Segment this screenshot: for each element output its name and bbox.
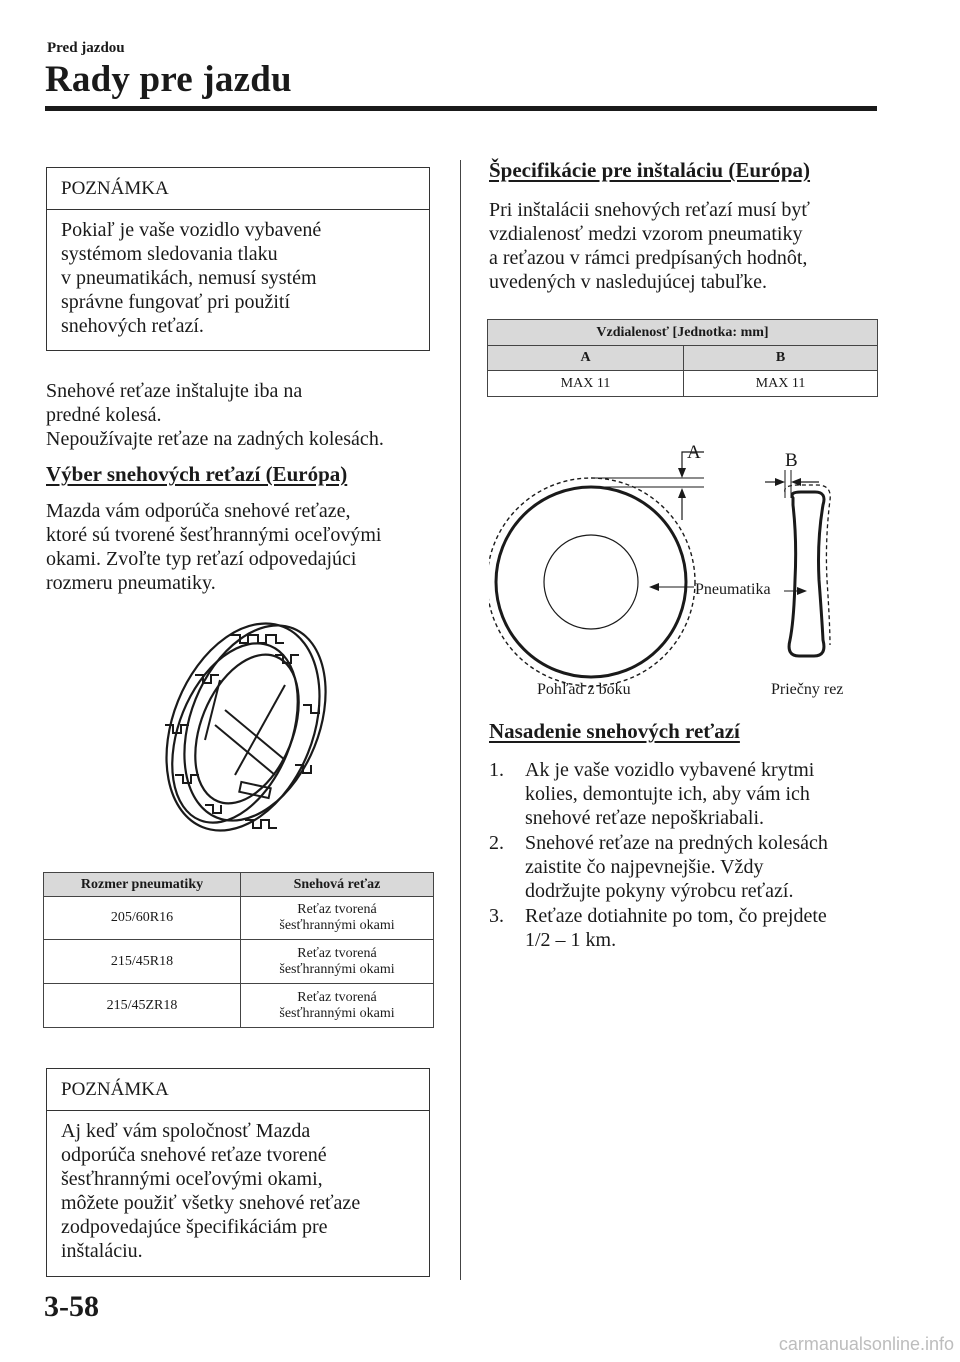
cell-line: Reťaz tvorená [297, 902, 377, 917]
text-line: Snehové reťaze inštalujte iba na [46, 380, 303, 402]
tire-outline [496, 487, 686, 677]
text-line: rozmeru pneumatiky. [46, 572, 216, 594]
label-b: B [785, 450, 798, 471]
list-item [489, 831, 889, 903]
note-box-tpms [46, 167, 430, 351]
watermark: carmanualsonline.info [778, 1334, 954, 1354]
text-line: ktoré sú tvorené šesťhrannými oceľovými [46, 524, 382, 546]
heading-chain-selection: Výber snehových reťazí (Európa) [46, 462, 348, 486]
page-title: Rady pre jazdu [45, 59, 292, 100]
note-line: inštaláciu. [61, 1240, 143, 1262]
header-rule [45, 106, 877, 111]
page-number: 3-58 [44, 1290, 99, 1323]
tire-chain-table [43, 872, 434, 1028]
step-number: 2. [489, 832, 504, 854]
label-cross-section: Priečny rez [771, 681, 844, 698]
table-row [44, 897, 434, 940]
tire-size-cell: 205/60R16 [44, 897, 241, 940]
text-line: vzdialenosť medzi vzorom pneumatiky [489, 223, 803, 245]
note-line: Aj keď vám spoločnosť Mazda [61, 1120, 311, 1142]
note-line: systémom sledovania tlaku [61, 243, 278, 265]
paragraph-install-spec [489, 198, 889, 294]
text-line: predné kolesá. [46, 404, 162, 426]
column-divider [460, 160, 461, 1280]
table-row [44, 940, 434, 984]
value-cell: MAX 11 [684, 371, 878, 397]
step-number: 3. [489, 905, 504, 927]
section-label: Pred jazdou [47, 40, 125, 56]
list-item [489, 904, 889, 952]
chain-type-cell [241, 984, 434, 1028]
clearance-diagram [489, 430, 879, 710]
table-header: B [684, 346, 878, 371]
value-cell: MAX 11 [488, 371, 684, 397]
text-line: uvedených v nasledujúcej tabuľke. [489, 271, 768, 293]
text-line: okami. Zvoľte typ reťazí odpovedajúci [46, 548, 357, 570]
label-side-view: Pohľad z boku [537, 681, 631, 698]
step-line: kolies, demontujte ich, aby vám ich [525, 783, 810, 805]
note-line: šesťhrannými oceľovými okami, [61, 1168, 323, 1190]
cell-line: Reťaz tvorená [297, 989, 377, 1005]
note-line: odporúča snehové reťaze tvorené [61, 1144, 327, 1166]
note-heading: POZNÁMKA [47, 1069, 429, 1111]
note-heading: POZNÁMKA [47, 168, 429, 210]
text-line: Nepoužívajte reťaze na zadných kolesách. [46, 428, 384, 450]
text-line: a reťazou v rámci predpísaných hodnôt, [489, 247, 808, 269]
step-line: Ak je vaše vozidlo vybavené krytmi [525, 759, 815, 781]
distance-spec-table [487, 319, 878, 397]
label-a: A [687, 442, 701, 463]
note-line: zodpovedajúce špecifikáciám pre [61, 1216, 328, 1238]
cross-section-tire [789, 492, 824, 656]
table-header: Rozmer pneumatiky [44, 873, 241, 897]
cell-line: šesťhrannými okami [279, 1005, 395, 1021]
table-row [488, 371, 878, 397]
table-title: Vzdialenosť [Jednotka: mm] [488, 320, 878, 346]
note-box-compatibility [46, 1068, 430, 1277]
step-line: dodržujte pokyny výrobcu reťazí. [525, 880, 794, 902]
note-line: v pneumatikách, nemusí systém [61, 267, 317, 289]
cell-line: Reťaz tvorená [297, 945, 377, 961]
note-body [47, 210, 429, 338]
heading-install-spec: Špecifikácie pre inštaláciu (Európa) [489, 158, 811, 182]
note-line: Pokiaľ je vaše vozidlo vybavené [61, 219, 322, 241]
chain-type-cell [241, 940, 434, 984]
note-body [47, 1111, 429, 1263]
snow-chain-illustration [135, 615, 345, 840]
step-number: 1. [489, 759, 504, 781]
step-line: 1/2 – 1 km. [525, 929, 617, 951]
cell-line: šesťhrannými okami [279, 918, 395, 933]
cell-line: šesťhrannými okami [279, 961, 395, 977]
heading-mounting: Nasadenie snehových reťazí [489, 719, 740, 743]
paragraph-chain-selection [46, 499, 446, 595]
note-line: snehových reťazí. [61, 315, 204, 337]
note-line: môžete použiť všetky snehové reťaze [61, 1192, 361, 1214]
mounting-steps-list [489, 758, 889, 953]
text-line: Mazda vám odporúča snehové reťaze, [46, 500, 351, 522]
rim-outline [544, 535, 638, 629]
chain-outline [489, 478, 695, 686]
label-tire: Pneumatika [695, 581, 771, 598]
table-header: Snehová reťaz [241, 873, 434, 897]
tire-size-cell: 215/45R18 [44, 940, 241, 984]
text-line: Pri inštalácii snehových reťazí musí byť [489, 199, 810, 221]
chain-type-cell [241, 897, 434, 940]
table-row [44, 984, 434, 1028]
list-item [489, 758, 889, 830]
step-line: snehové reťaze nepoškriabali. [525, 807, 764, 829]
note-line: správne fungovať pri použití [61, 291, 291, 313]
step-line: Reťaze dotiahnite po tom, čo prejdete [525, 905, 827, 927]
step-line: zaistite čo najpevnejšie. Vždy [525, 856, 764, 878]
tire-size-cell: 215/45ZR18 [44, 984, 241, 1028]
step-line: Snehové reťaze na predných kolesách [525, 832, 828, 854]
paragraph-front-wheels [46, 379, 446, 451]
table-header: A [488, 346, 684, 371]
